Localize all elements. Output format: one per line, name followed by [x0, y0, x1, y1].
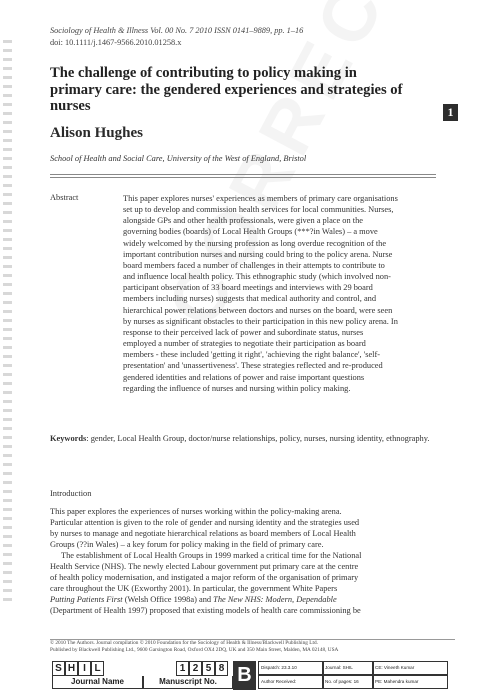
abstract-line: gendered identities and relations of power and raise important questions	[123, 372, 365, 382]
margin-barcode-strip	[3, 40, 12, 605]
section-heading-introduction: Introduction	[50, 489, 92, 498]
abstract-line: board members faced a number of challenges in their attempts to contribute to	[123, 260, 385, 270]
abstract-line: alongside GPs and other health professionals, were given a place on the	[123, 216, 364, 226]
keywords-list: : gender, Local Health Group, doctor/nurse relationships, policy, nurses, nursing identity, ethnography.	[86, 434, 430, 443]
journal-code: Journal: SHIL	[322, 661, 374, 675]
journal-letter-box: L	[91, 661, 104, 676]
text-run: care throughout the UK (Exworthy 2001). In particular, the government White Papers	[50, 584, 338, 594]
abstract-line: members including nurses) suggests that medical authority and control, and	[123, 294, 377, 304]
text-run: of health policy modernisation, and instigated a major reform of the organisation of primary	[50, 573, 359, 583]
manuscript-digit-box: 5	[202, 661, 215, 676]
abstract-label: Abstract	[50, 193, 79, 202]
abstract-line: important contribution nurses and nursing could bring to the policy arena. Nurse	[123, 249, 393, 259]
article-title	[50, 65, 405, 115]
introduction-line	[50, 539, 440, 550]
abstract-body	[123, 193, 441, 394]
cited-title: The New NHS: Modern, Dependable	[213, 595, 337, 605]
author-affiliation: School of Health and Social Care, University of the West of England, Bristol	[50, 154, 307, 163]
keywords-label: Keywords	[50, 434, 87, 443]
text-run: This paper explores the experiences of nurses working within the policy-making arena.	[50, 507, 342, 516]
introduction-line	[50, 594, 440, 605]
text-run: by nurses to manage and negotiate hierarchical relations as board members of Local Health	[50, 529, 356, 539]
introduction-line	[50, 517, 440, 528]
introduction-line	[50, 528, 440, 539]
introduction-line	[50, 550, 440, 561]
abstract-line: response to their perceived lack of power and subordinate status, nurses	[123, 327, 364, 337]
abstract-line: employed a number of strategies to negotiate their participation as board	[123, 339, 366, 349]
text-run: Particular attention is given to the role of gender and nursing identity and the strategies used	[50, 518, 360, 528]
keywords-paragraph	[50, 433, 438, 445]
title-line: primary care: the gendered experiences and strategies of	[50, 81, 403, 98]
introduction-line	[50, 561, 440, 572]
journal-letter-box: I	[78, 661, 91, 676]
text-run: The establishment of Local Health Groups in 1999 marked a critical time for the National	[61, 551, 362, 561]
title-line: The challenge of contributing to policy making in	[50, 65, 357, 81]
abstract-line: presentation' and 'unassertiveness'. These strategies reflected and re-produced	[123, 361, 383, 371]
copyright-line: © 2010 The Authors. Journal compilation © 2010 Foundation for the Sociology of Health & Illness/Blackwell Publishing Ltd.	[50, 640, 318, 646]
abstract-line: hierarchical power relations between doctors and nurses on the board, were seen	[123, 305, 393, 315]
journal-letter-box: H	[65, 661, 78, 676]
introduction-line	[50, 506, 440, 517]
abstract-line: by nurses as significant obstacles to their participation in this new policy arena. In	[123, 316, 398, 326]
author-received: Author Received:	[258, 675, 324, 689]
publisher-line: Published by Blackwell Publishing Ltd., 9600 Garsington Road, Oxford OX4 2DQ, UK and 350 Main Street, Malden, MA 02148, USA	[50, 647, 339, 653]
author-name: Alison Hughes	[50, 125, 143, 141]
abstract-line: set up to develop and commission health services for local communities. Nurses,	[123, 205, 394, 215]
title-line: nurses	[50, 98, 91, 114]
dispatch-date: Dispatch: 23.3.10	[258, 661, 324, 675]
abstract-line: widely welcomed by the nursing profession as long overdue recognition of the	[123, 238, 387, 248]
doi-line: doi: 10.1111/j.1467-9566.2010.01258.x	[50, 38, 182, 47]
divider-rule	[50, 177, 436, 178]
proof-stage-letter: B	[233, 661, 256, 690]
journal-citation-line: Sociology of Health & Illness Vol. 00 No. 7 2010 ISSN 0141–9889, pp. 1–16	[50, 26, 304, 35]
manuscript-number-label: Manuscript No.	[143, 676, 233, 689]
manuscript-digit-box: 2	[189, 661, 202, 676]
manuscript-digit-box: 1	[176, 661, 189, 676]
abstract-line: governing bodies (boards) of Local Health Groups (***?in Wales) – a move	[123, 227, 378, 237]
cited-title: Putting Patients First	[50, 595, 123, 605]
introduction-line	[50, 605, 440, 616]
abstract-line: members - these included 'getting it right', 'achieving the right balance', 'self-	[123, 350, 381, 360]
abstract-line: regarding the influence of nurses and nursing within policy making.	[123, 383, 351, 393]
introduction-line	[50, 583, 440, 594]
article-number-badge: 1	[443, 104, 458, 121]
manuscript-digit-box: 8	[215, 661, 228, 676]
text-run: (Department of Health 1997) proposed that existing models of health care commissioning be	[50, 606, 361, 616]
introduction-body	[50, 506, 440, 616]
text-run: (Welsh Office 1998a) and	[122, 595, 214, 605]
abstract-line: and influence local health policy. This ethnographic study (which involved non-	[123, 272, 391, 282]
abstract-line: participant observation of 33 board meetings and interviews with 29 board	[123, 283, 373, 293]
copyright-footer	[50, 640, 455, 654]
production-editor: PE: Mahendra kumar	[372, 675, 448, 689]
introduction-line	[50, 572, 440, 583]
divider-rule	[50, 174, 436, 175]
page-count: No. of pages: 16	[322, 675, 374, 689]
text-run: Health Service (NHS). The newly elected Labour government put primary care at the centre	[50, 562, 359, 572]
journal-letter-box: S	[52, 661, 65, 676]
copy-editor: CE: Vineeth Kumar	[372, 661, 448, 675]
text-run: Groups (??in Wales) – a key forum for policy making in the field of primary care.	[50, 540, 324, 550]
abstract-line: This paper explores nurses' experiences as members of primary care organisations	[123, 194, 398, 203]
journal-name-label: Journal Name	[52, 676, 143, 689]
